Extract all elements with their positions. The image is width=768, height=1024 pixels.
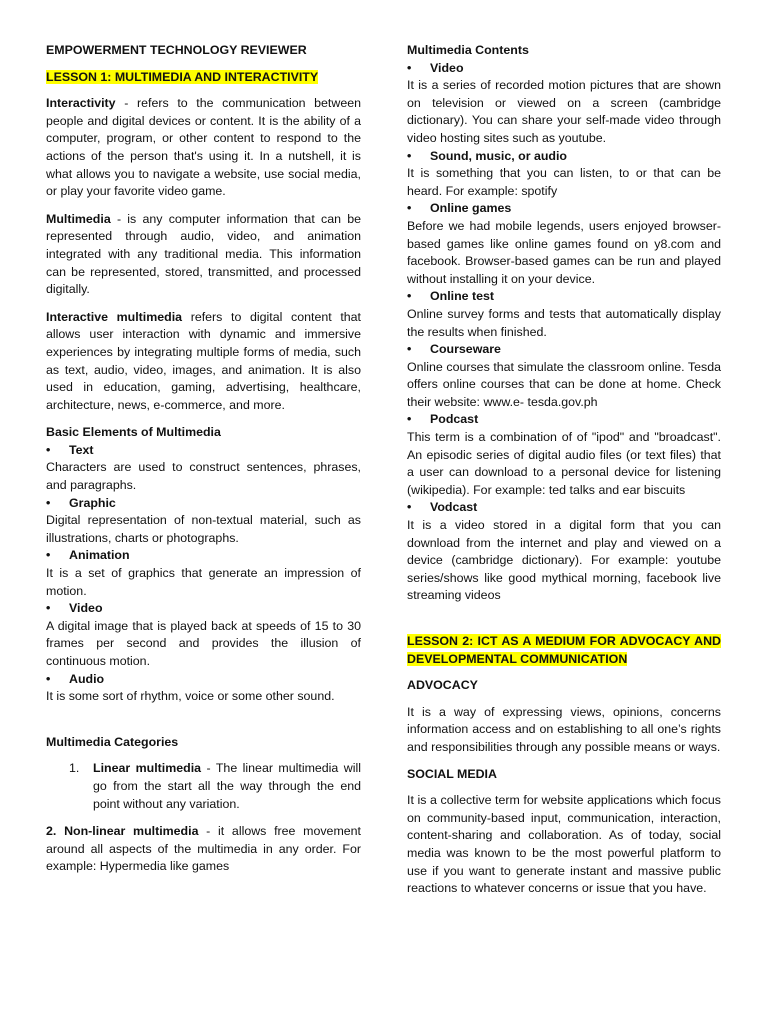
document-title: EMPOWERMENT TECHNOLOGY REVIEWER (46, 43, 307, 57)
interactive-multimedia-definition: refers to digital content that allows user interaction with dynamic and immersive experiences by integrating multiple forms of media, such as text, audio, video, images, and animation. It is also used in education, gaming, advertising, healthcare, architecture, news, e-commerce, and more. (46, 309, 361, 412)
bullet-icon: • (46, 548, 51, 563)
element-item-text (46, 442, 361, 460)
multimedia-term: Multimedia (46, 211, 111, 226)
content-item-online-games (407, 200, 721, 218)
bullet-icon: • (407, 148, 412, 163)
social-media-paragraph: It is a collective term for website applications which focus on community-based input, communication, interaction, content-sharing and collaboration. As of today, social media was known to be the most powerful platform to use if you want to generate instant and massive public reactions to whatever concerns or issue that you have. (407, 793, 721, 896)
basic-elements-heading: Basic Elements of Multimedia (46, 425, 221, 440)
content-description: It is a video stored in a digital form that you can download from the internet and play and viewed on a device (cambridge dictionary). For example: youtube series/shows like good mythical morning, facebook live streaming videos (407, 518, 721, 603)
list-number: 2. (46, 824, 57, 839)
content-description: It is a series of recorded motion pictures that are shown on television or viewed on a screen (cambridge dictionary). You can share your self-made video through video hosting sites such as youtube. (407, 78, 721, 145)
bullet-icon: • (407, 342, 412, 357)
interactivity-paragraph (46, 95, 361, 201)
element-item-video (46, 600, 361, 618)
category-description: - The linear multimedia will go from the start all the way through the end point without any variation. (93, 761, 361, 811)
category-description: - it allows free movement around all aspects of the multimedia in any order. For example: Hypermedia like games (46, 824, 361, 874)
category-item-linear (46, 760, 361, 813)
right-column (407, 42, 721, 898)
lesson-2-heading: LESSON 2: ICT AS A MEDIUM FOR ADVOCACY AND DEVELOPMENTAL COMMUNICATION (407, 634, 721, 666)
interactive-multimedia-paragraph (46, 309, 361, 415)
bullet-icon: • (407, 60, 412, 75)
element-term: Animation (69, 548, 130, 563)
element-description: Characters are used to construct sentences, phrases, and paragraphs. (46, 460, 361, 493)
advocacy-paragraph: It is a way of expressing views, opinions, concerns information access and on establishing to all one’s rights and responsibilities through any possible means or ways. (407, 704, 721, 754)
bullet-icon: • (407, 412, 412, 427)
content-item-audio (407, 148, 721, 166)
content-term: Podcast (430, 412, 479, 427)
content-term: Video (430, 60, 464, 75)
content-item-courseware (407, 341, 721, 359)
content-term: Sound, music, or audio (430, 148, 567, 163)
list-number: 1. (69, 761, 80, 776)
content-description: Before we had mobile legends, users enjoyed browser-based games like online games found on y8.com and facebook. Browser-based games can be run and played without installing it on your device. (407, 218, 721, 286)
bullet-icon: • (407, 289, 412, 304)
element-term: Graphic (69, 495, 116, 510)
left-column (46, 42, 361, 876)
element-term: Audio (69, 671, 105, 686)
contents-heading: Multimedia Contents (407, 43, 529, 57)
categories-heading: Multimedia Categories (46, 734, 179, 749)
content-item-online-test (407, 288, 721, 306)
element-description: It is some sort of rhythm, voice or some other sound. (46, 689, 335, 704)
category-term: Non-linear multimedia (64, 824, 199, 839)
content-term: Courseware (430, 342, 501, 357)
element-term: Video (69, 601, 103, 616)
element-item-graphic (46, 495, 361, 513)
content-description: It is something that you can listen, to or that can be heard. For example: spotify (407, 166, 721, 198)
element-description: A digital image that is played back at speeds of 15 to 30 frames per second and provides the illusion of continuous motion. (46, 618, 361, 668)
element-description: It is a set of graphics that generate an impression of motion. (46, 566, 361, 598)
content-item-video (407, 60, 721, 78)
interactive-multimedia-term: Interactive multimedia (46, 309, 183, 324)
content-term: Online test (430, 289, 495, 304)
content-term: Vodcast (430, 500, 478, 515)
social-media-heading: SOCIAL MEDIA (407, 766, 497, 781)
multimedia-paragraph (46, 211, 361, 299)
content-description: Online survey forms and tests that automatically display the results when finished. (407, 306, 721, 339)
element-item-audio (46, 671, 361, 689)
content-term: Online games (430, 201, 512, 216)
advocacy-heading: ADVOCACY (407, 678, 478, 693)
element-term: Text (69, 442, 94, 457)
element-item-animation (46, 547, 361, 565)
content-description: This term is a combination of of "ipod" and "broadcast". An episodic series of digital audio files (or text files) that a user can download to a personal device for listening (wikipedia). For example: ted talks and ear biscuits (407, 430, 721, 497)
bullet-icon: • (46, 495, 51, 510)
bullet-icon: • (407, 201, 412, 216)
lesson-1-heading: LESSON 1: MULTIMEDIA AND INTERACTIVITY (46, 69, 319, 84)
category-term: Linear multimedia (93, 761, 202, 776)
category-item-nonlinear (46, 823, 361, 876)
multimedia-definition: - is any computer information that can be represented through audio, video, and animation integrated with any traditional media. This information can be represented, stored, transmitted, and processed digitally. (46, 211, 361, 297)
element-description: Digital representation of non-textual material, such as illustrations, charts or photographs. (46, 513, 361, 545)
bullet-icon: • (407, 500, 412, 515)
content-item-podcast (407, 411, 721, 429)
bullet-icon: • (46, 601, 51, 616)
content-description: Online courses that simulate the classroom online. Tesda offers online courses that can be done at home. Check their website: www.e- tesda.gov.ph (407, 359, 721, 409)
content-item-vodcast (407, 499, 721, 517)
bullet-icon: • (46, 442, 51, 457)
interactivity-definition: - refers to the communication between people and digital devices or content. It is the ability of a computer, program, or other content to respond to the actions of the person that's using it. In a nutshell, it is what allows you to navigate a website, use social media, or play your favorite video game. (46, 96, 361, 199)
bullet-icon: • (46, 671, 51, 686)
interactivity-term: Interactivity (46, 96, 116, 111)
